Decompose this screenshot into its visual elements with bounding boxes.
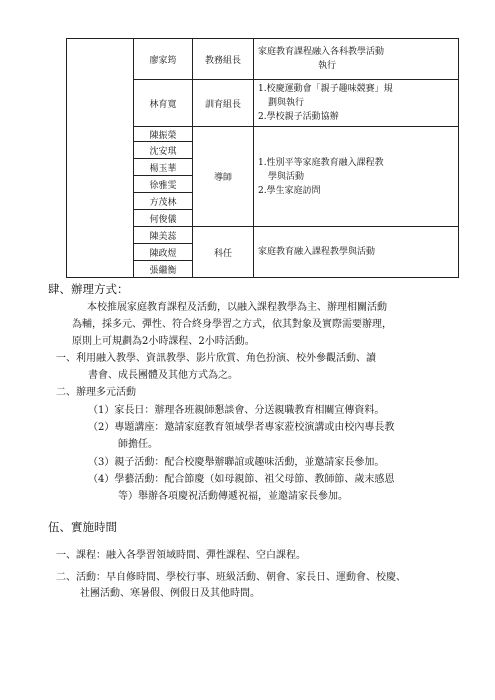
list-item: 一、課程：融入各學習領域時間、彈性課程、空白課程。 — [56, 550, 306, 561]
sub-item: （3）親子活動：配合校慶舉辦聯誼或趣味活動，並邀請家長參加。 — [88, 457, 385, 468]
duty-line: 1.性別平等家庭教育融入課程教 — [258, 157, 384, 168]
list-item-continuation: 書會、成長團體及其他方式為之。 — [88, 370, 238, 381]
staff-name: 林育寬 — [134, 80, 193, 127]
list-item: 二、辦理多元活動 — [56, 387, 136, 398]
paragraph-line: 為輔，採多元、彈性、符合終身學習之方式，依其對象及實際需要辦理， — [72, 319, 392, 330]
staff-duty — [254, 127, 459, 227]
duty-line: 學與活動 — [268, 171, 305, 182]
staff-name: 陳美蕊 — [134, 227, 193, 244]
duty-line: 執行 — [318, 61, 337, 71]
staff-name: 沈安琪 — [134, 142, 193, 159]
sub-item-continuation: 等）舉辦各項慶祝活動傳遞祝福，並邀請家長參加。 — [118, 491, 348, 502]
staff-role: 教務組長 — [193, 39, 254, 80]
staff-name: 方茂林 — [134, 193, 193, 210]
merged-blank-cell — [67, 39, 134, 278]
section-heading: 伍、實施時間 — [48, 520, 117, 534]
table-row — [67, 39, 459, 80]
sub-item: （4）學藝活動：配合節慶（如母親節、祖父母節、教師節、歲末感恩 — [88, 474, 395, 485]
staff-name: 楊玉華 — [134, 159, 193, 176]
duty-line: 2.學生家庭訪問 — [258, 185, 321, 196]
duty-line: 劃與執行 — [268, 98, 305, 108]
staff-role: 導師 — [193, 127, 254, 227]
staff-name: 張繼衡 — [134, 261, 193, 278]
list-item-continuation: 社團活動、寒暑假、例假日及其他時間。 — [80, 588, 260, 599]
staff-duty — [254, 227, 459, 278]
duty-line: 2.學校親子活動協辦 — [258, 112, 339, 122]
staff-name: 徐雅雯 — [134, 176, 193, 193]
staff-name: 陳政煜 — [134, 244, 193, 261]
staff-name: 陳振榮 — [134, 127, 193, 142]
paragraph-line: 原則上可規劃為2小時課程、2小時活動。 — [72, 336, 255, 347]
duty-line: 家庭教育融入課程教學與活動 — [258, 247, 376, 257]
staff-duty — [254, 80, 459, 127]
sub-item: （2）專題講座：邀請家庭教育領域學者專家蒞校演講或由校內專長教 — [88, 422, 395, 433]
staff-duty-table — [66, 38, 459, 278]
sub-item: （1）家長日：辦理各班親師懇談會、分送親職教育相關宣傳資料。 — [88, 405, 385, 416]
list-item: 二、活動：早自修時間、學校行事、班級活動、朝會、家長日、運動會、校慶、 — [56, 572, 406, 583]
staff-name: 廖家筠 — [134, 39, 193, 80]
staff-role: 科任 — [193, 227, 254, 278]
section-heading: 肆、辦理方式： — [48, 282, 129, 296]
staff-duty — [254, 39, 459, 80]
duty-line: 1.校慶運動會「親子趣味競賽」規 — [258, 84, 393, 94]
staff-name: 何俊儀 — [134, 210, 193, 227]
staff-role: 訓育組長 — [193, 80, 254, 127]
sub-item-continuation: 師擔任。 — [118, 439, 158, 450]
duty-line: 家庭教育課程融入各科教學活動 — [258, 47, 385, 57]
list-item: 一、利用融入教學、資訊教學、影片欣賞、角色扮演、校外參觀活動、讀 — [56, 353, 376, 364]
paragraph-line: 本校推展家庭教育課程及活動，以融入課程教學為主、辦理相關活動 — [87, 302, 387, 313]
